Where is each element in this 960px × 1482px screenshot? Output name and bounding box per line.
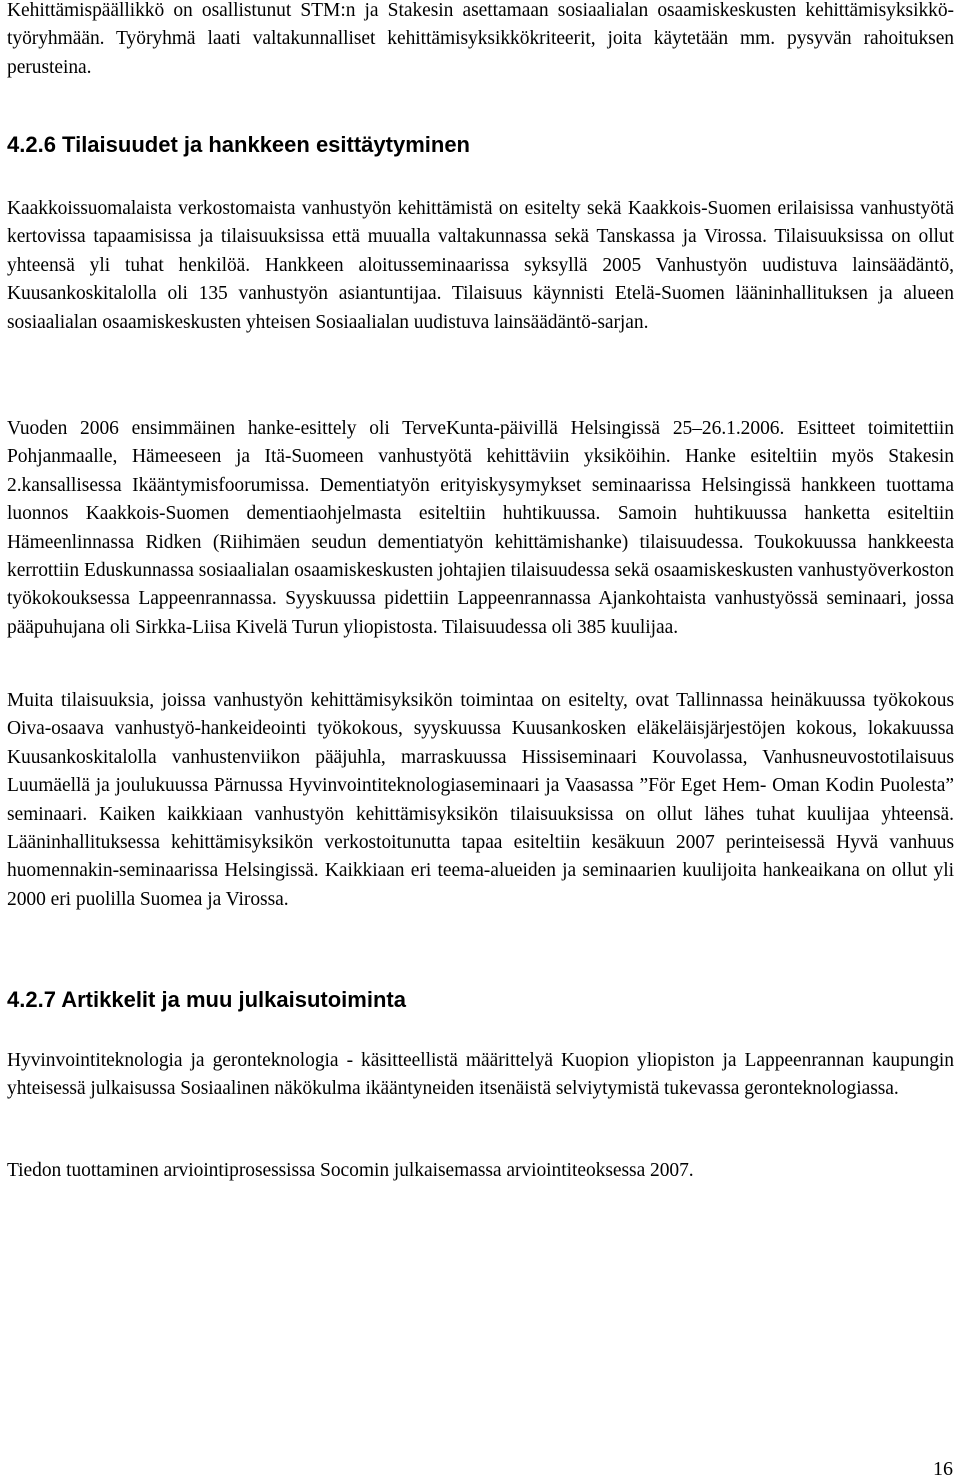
paragraph-presentations: Kaakkoissuomalaista verkostomaista vanhustyön kehittämistä on esitelty sekä Kaakkois-Suomen erilaisissa vanhustyötä kertovissa tapaamisissa ja tilaisuuksissa että muualla valtakunnassa sekä Tanskassa ja Virossa. Tilaisuuksissa on ollut yhteensä yli tuhat henkilöä. Hankkeen aloitusseminaarissa syksyllä 2005 Vanhustyön uudistuva lainsäädäntö, Kuusankoskitalolla oli 135 vanhustyön asiantuntijaa. Tilaisuus käynnisti Etelä-Suomen lääninhallituksen ja alueen sosiaalialan osaamiskeskusten yhteisen Sosiaalialan uudistuva lainsäädäntö-sarjan. [7, 198, 954, 333]
paragraph-events-2006: Vuoden 2006 ensimmäinen hanke-esittely oli TerveKunta-päivillä Helsingissä 25–26.1.2006. Esitteet toimitettiin Pohjanmaalle, Hämeeseen ja Itä-Suomeen vanhustyötä kehittäviin yksiköihin. Hanke esiteltiin myös Stakesin 2.kansallisessa Ikääntymisfoorumissa. Dementiatyön erityiskysymykset seminaarissa Helsingissä hankkeen tuottama luonnos Kaakkois-Suomen dementiaohjelmasta esiteltiin huhtikuussa. Samoin huhtikuussa hanketta esiteltiin Hämeenlinnassa Ridken (Riihimäen seudun dementiatyön kehittämishanke) tilaisuudessa. Toukokuussa hankkeesta kerrottiin Eduskunnassa sosiaalialan osaamiskeskusten johtajien tilaisuudessa sekä osaamiskeskusten vanhustyöverkoston työkokouksessa Lappeenrannassa. Syyskuussa pidettiin Lappeenrannassa Ajankohtaista vanhustyössä seminaari, jossa pääpuhujana oli Sirkka-Liisa Kivelä Turun yliopistosta. Tilaisuudessa oli 385 kuulijaa. [7, 418, 954, 638]
paragraph-publication-2: Tiedon tuottaminen arviointiprosessissa Socomin julkaisemassa arviointiteoksessa 2007. [7, 1160, 694, 1181]
intro-paragraph: Kehittämispäällikkö on osallistunut STM:n ja Stakesin asettamaan sosiaalialan osaamiskeskusten kehittämisyksikkö-työryhmään. Työryhmä laati valtakunnalliset kehittämisyksikkökriteerit, joita käytetään mm. pysyvän rahoituksen perusteina. [7, 0, 954, 78]
section-heading-4-2-6: 4.2.6 Tilaisuudet ja hankkeen esittäytyminen [7, 132, 470, 157]
page-number: 16 [933, 1458, 953, 1480]
paragraph-other-events: Muita tilaisuuksia, joissa vanhustyön kehittämisyksikön toimintaa on esitelty, ovat Tallinnassa heinäkuussa työkokous Oiva-osaava vanhustyö-hankeideointi työkokous, syyskuussa Kuusankosken eläkeläisjärjestöjen kokous, lokakuussa Kuusankoskitalolla vanhustenviikon pääjuhla, marraskuussa Hissiseminaari Kouvolassa, Vanhusneuvostotilaisuus Luumäellä ja joulukuussa Pärnussa Hyvinvointiteknologiaseminaari ja Vaasassa ”För Eget Hem- Oman Kodin Puolesta” seminaari. Kaiken kaikkiaan vanhustyön kehittämisyksikön tilaisuuksissa on ollut lähes tuhat kuulijaa yhteensä. Lääninhallituksessa kehittämisyksikön verkostoitunutta tapaa esiteltiin kesäkuun 2007 perinteisessä Hyvä vanhuus huomennakin-seminaarissa Helsingissä. Kaikkiaan eri teema-alueiden ja seminaarien kuulijoita hankeaikana on ollut yli 2000 eri puolilla Suomea ja Virossa. [7, 690, 954, 910]
paragraph-publication-1: Hyvinvointiteknologia ja geronteknologia - käsitteellistä määrittelyä Kuopion yliopiston ja Lappeenrannan kaupungin yhteisessä julkaisussa Sosiaalinen näkökulma ikääntyneiden itsenäistä selviytymistä tukevassa geronteknologiassa. [7, 1050, 954, 1100]
section-heading-4-2-7: 4.2.7 Artikkelit ja muu julkaisutoiminta [7, 987, 406, 1012]
